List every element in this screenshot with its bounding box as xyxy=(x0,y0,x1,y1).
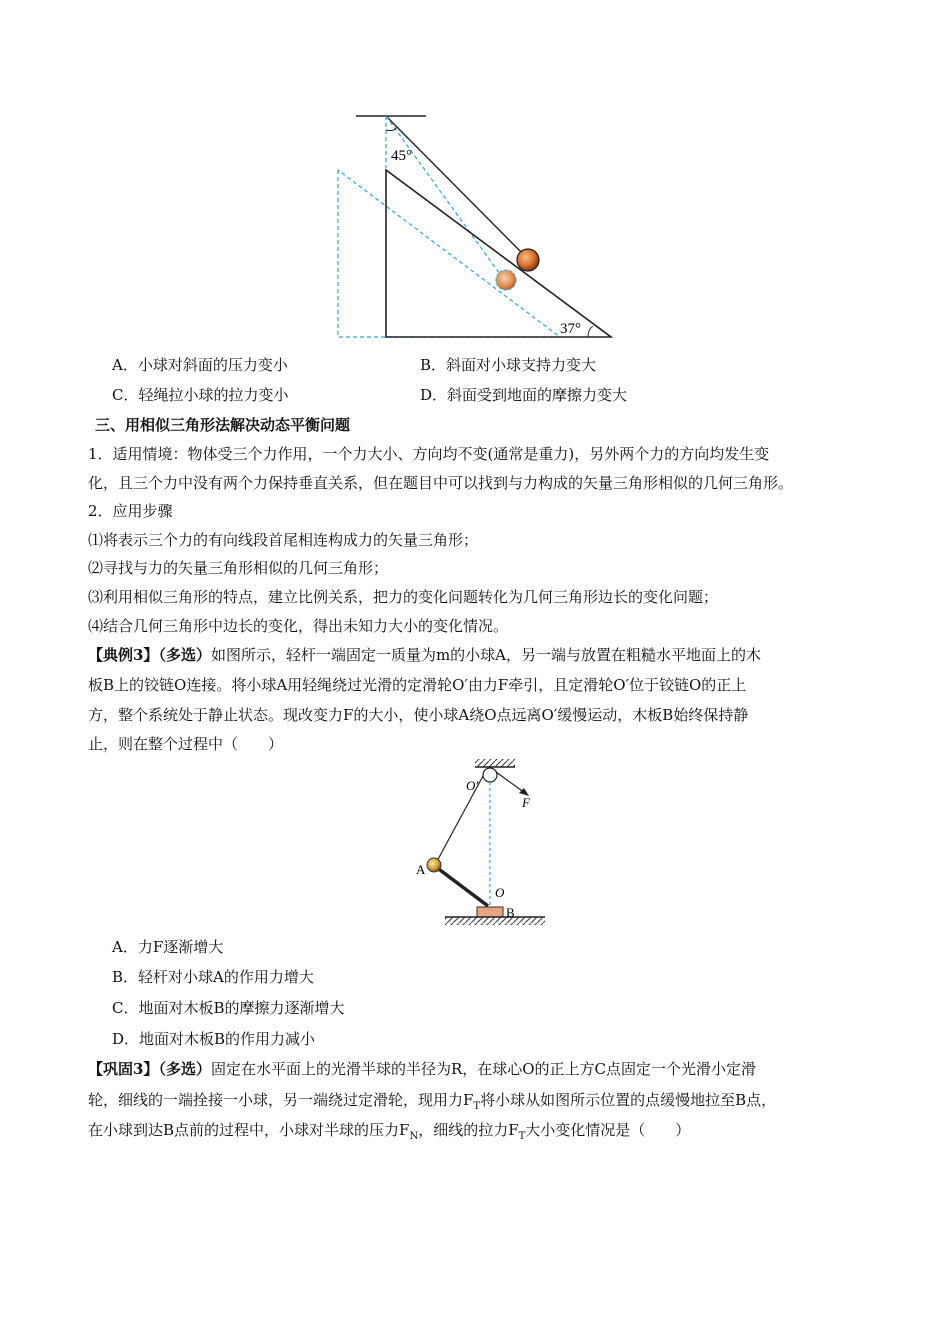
incline-figure xyxy=(330,108,630,344)
step-4: ⑷结合几何三角形中边长的变化，得出未知力大小的变化情况。 xyxy=(88,617,509,635)
option-a: A．小球对斜面的压力变小 xyxy=(112,356,288,374)
ball xyxy=(517,249,539,271)
step-1: ⑴将表示三个力的有向线段首尾相连构成力的矢量三角形； xyxy=(88,531,479,549)
label-b: B xyxy=(506,905,515,920)
option-b: B．斜面对小球支持力变大 xyxy=(420,356,597,374)
ball-a xyxy=(427,858,441,872)
incline xyxy=(386,170,611,337)
rope xyxy=(386,116,527,258)
rod xyxy=(436,867,488,906)
board-b xyxy=(477,907,503,917)
angle-45-label: 45° xyxy=(391,148,412,164)
consolidate3-line3: 在小球到达B点前的过程中，小球对半球的压力$F_N$，细线的拉力$F_T$大小变化情况是（ ） xyxy=(88,1121,691,1142)
label-o: O xyxy=(495,885,505,900)
ex3-option-c: C．地面对木板B的摩擦力逐渐增大 xyxy=(112,999,345,1017)
ex3-option-a: A．力F逐渐增大 xyxy=(112,938,224,956)
pulley-figure xyxy=(405,755,555,927)
option-c: C．轻绳拉小球的拉力变小 xyxy=(112,386,289,404)
ball-dashed xyxy=(496,270,516,290)
example3-line3: 方，整个系统处于静止状态。现改变力F的大小，使小球A绕O点远离O′缓慢运动，木板B始终保持静 xyxy=(88,706,749,724)
paragraph-2: 2．应用步骤 xyxy=(88,502,173,520)
label-f: F xyxy=(522,795,530,810)
label-o-prime: O′ xyxy=(466,778,479,793)
label-a: A xyxy=(416,862,426,877)
consolidate3-line1: 【巩固3】（多选）固定在水平面上的光滑半球的半径为R，在球心O的正上方C点固定一个光滑小定滑 xyxy=(88,1060,757,1078)
ex3-option-d: D．地面对木板B的作用力减小 xyxy=(112,1030,316,1048)
consolidate3-line2: 轮，细线的一端拴接一小球，另一端绕过定滑轮，现用力$F_T$将小球从如图所示位置的点缓慢地拉至B点， xyxy=(88,1091,777,1112)
section-heading: 三、用相似三角形法解决动态平衡问题 xyxy=(95,416,351,434)
angle-arc-top xyxy=(386,127,397,131)
example3-line4: 止，则在整个过程中（ ） xyxy=(88,735,284,753)
paragraph-1a: 1．适用情境：物体受三个力作用，一个力大小、方向均不变(通常是重力)，另外两个力的方向均发生变 xyxy=(88,445,770,463)
option-d: D．斜面受到地面的摩擦力变大 xyxy=(420,386,628,404)
ex3-option-b: B．轻杆对小球A的作用力增大 xyxy=(112,968,314,986)
example3-line2: 板B上的铰链O连接。将小球A用轻绳绕过光滑的定滑轮O′由力F牵引，且定滑轮O′位于铰链O的正上 xyxy=(88,676,747,694)
rope-to-F xyxy=(496,772,525,793)
dashed-rope xyxy=(386,116,505,281)
angle-arc-bottom xyxy=(588,326,593,337)
step-2: ⑵寻找与力的矢量三角形相似的几何三角形； xyxy=(88,559,389,577)
example3-line1: 【典例3】（多选）如图所示，轻杆一端固定一质量为m的小球A，另一端与放置在粗糙水平地面上的木 xyxy=(88,646,762,664)
angle-37-label: 37° xyxy=(560,321,581,337)
step-3: ⑶利用相似三角形的特点，建立比例关系，把力的变化问题转化为几何三角形边长的变化问题； xyxy=(88,588,719,606)
paragraph-1b: 化，且三个力中没有两个力保持垂直关系，但在题目中可以找到与力构成的矢量三角形相似的几何三角形。 xyxy=(88,474,794,492)
pulley xyxy=(483,768,497,782)
